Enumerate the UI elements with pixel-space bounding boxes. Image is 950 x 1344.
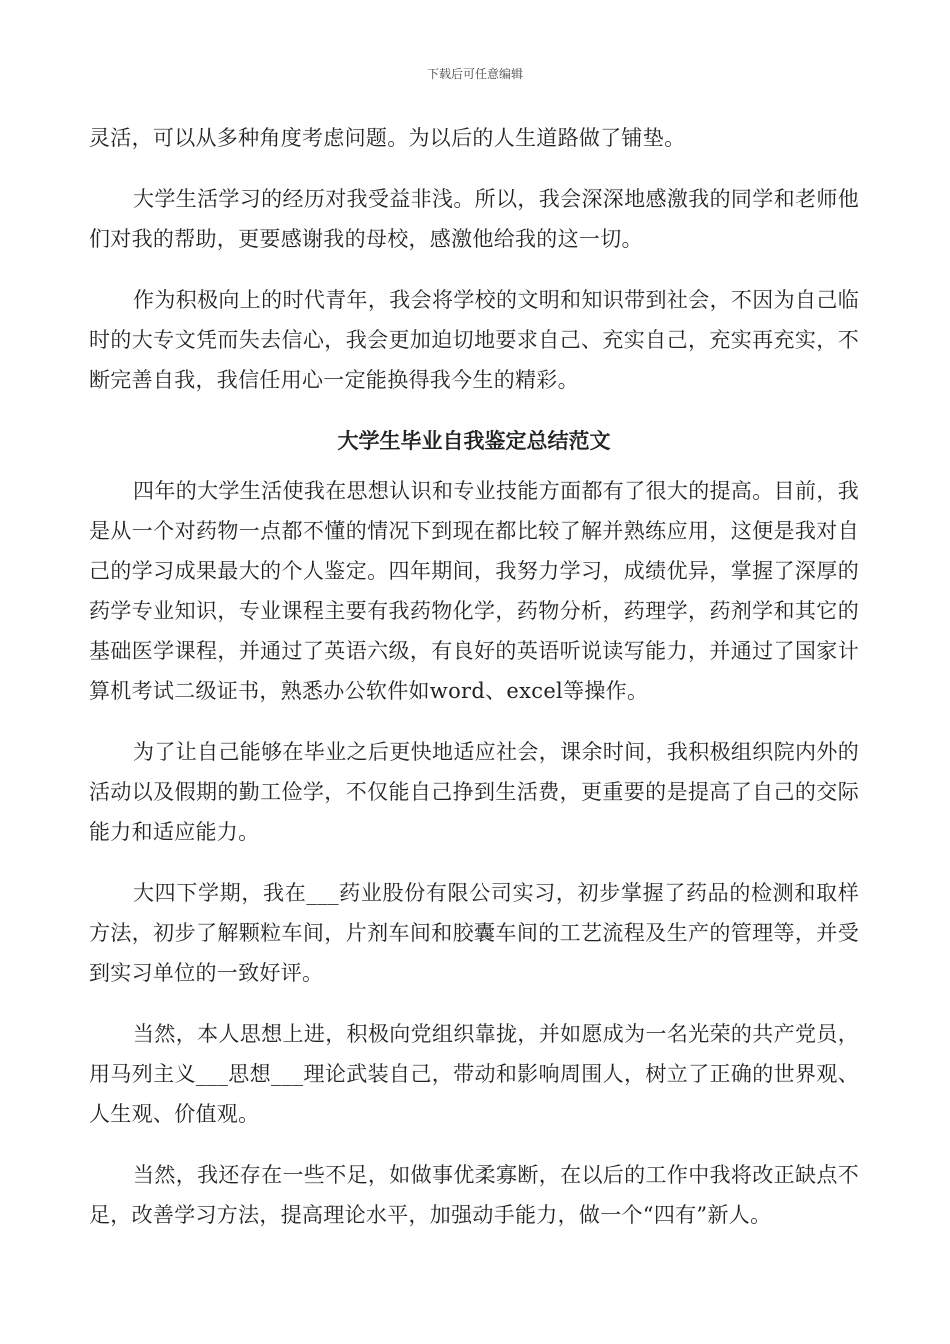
page-header: 下载后可任意编辑 xyxy=(426,67,523,81)
paragraph: 大学生活学习的经历对我受益非浅。所以，我会深深地感激我的同学和老师他们对我的帮助，更要感谢我的母校，感激他给我的这一切。 xyxy=(89,187,859,251)
paragraph: 四年的大学生活使我在思想认识和专业技能方面都有了很大的提高。目前，我是从一个对药物一点都不懂的情况下到现在都比较了解并熟练应用，这便是我对自己的学习成果最大的个人鉴定。四年期间，我努力学习，成绩优异，掌握了深厚的药学专业知识，专业课程主要有我药物化学，药物分析，药理学，药剂学和其它的基础医学课程，并通过了英语六级，有良好的英语听说读写能力，并通过了国家计算机考试二级证书，熟悉办公软件如word、excel等操作。 xyxy=(89,479,859,703)
document-body xyxy=(89,118,859,1256)
paragraph-continuation: 灵活，可以从多种角度考虑问题。为以后的人生道路做了铺垫。 xyxy=(89,126,686,150)
paragraph: 大四下学期，我在___药业股份有限公司实习，初步掌握了药品的检测和取样方法，初步了解颗粒车间，片剂车间和胶囊车间的工艺流程及生产的管理等，并受到实习单位的一致好评。 xyxy=(89,881,859,985)
paragraph: 作为积极向上的时代青年，我会将学校的文明和知识带到社会，不因为自己临时的大专文凭而失去信心，我会更加迫切地要求自己、充实自己，充实再充实，不断完善自我，我信任用心一定能换得我今生的精彩。 xyxy=(89,288,859,392)
paragraph: 当然，我还存在一些不足，如做事优柔寡断，在以后的工作中我将改正缺点不足，改善学习方法，提高理论水平，加强动手能力，做一个“四有”新人。 xyxy=(89,1163,859,1227)
paragraph: 为了让自己能够在毕业之后更快地适应社会，课余时间，我积极组织院内外的活动以及假期的勤工俭学，不仅能自己挣到生活费，更重要的是提高了自己的交际能力和适应能力。 xyxy=(89,740,859,844)
paragraph: 当然，本人思想上进，积极向党组织靠拢，并如愿成为一名光荣的共产党员，用马列主义___思想___理论武装自己，带动和影响周围人，树立了正确的世界观、人生观、价值观。 xyxy=(89,1022,859,1126)
section-title: 大学生毕业自我鉴定总结范文 xyxy=(337,429,611,453)
